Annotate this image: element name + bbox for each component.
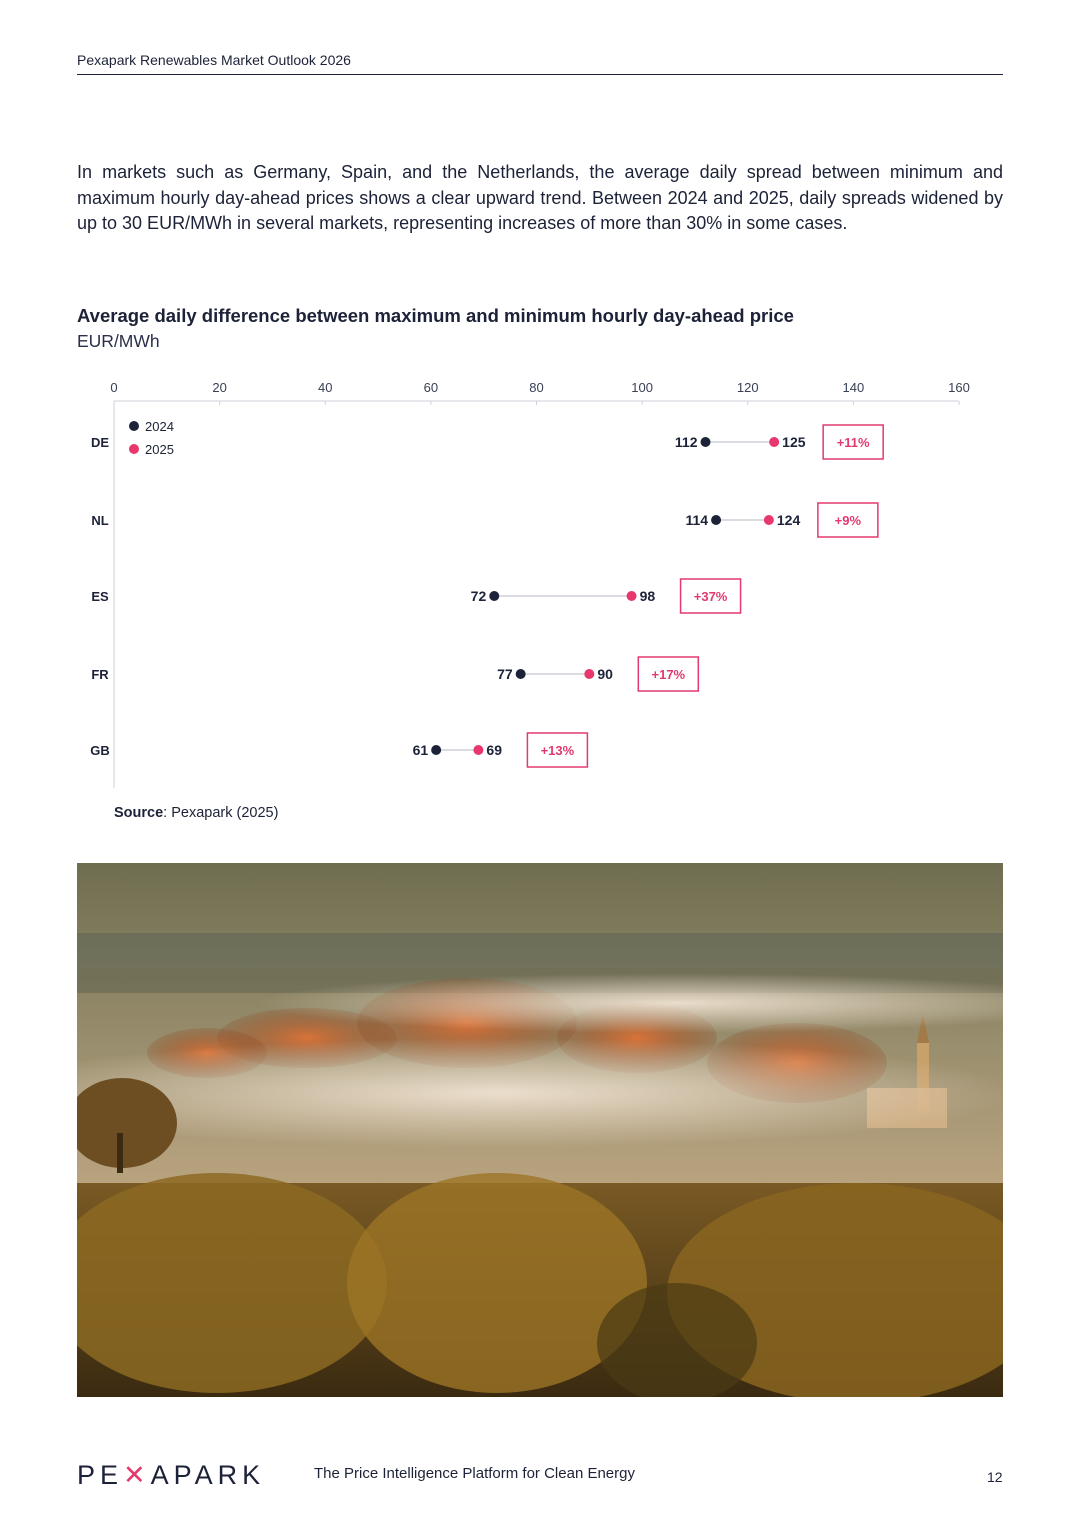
dumbbell-chart <box>0 370 1080 795</box>
value-label-2024: 77 <box>497 666 513 682</box>
x-tick-label: 80 <box>529 380 544 395</box>
vineyard-photo <box>77 863 1003 1397</box>
x-tick-label: 20 <box>212 380 227 395</box>
footer-tagline: The Price Intelligence Platform for Clean Energy <box>314 1465 635 1482</box>
change-label: +11% <box>836 435 870 450</box>
category-label: ES <box>91 589 109 604</box>
point-2025 <box>584 669 594 679</box>
category-label: GB <box>90 743 110 758</box>
x-tick-label: 160 <box>948 380 970 395</box>
source-text: : Pexapark (2025) <box>163 805 279 821</box>
value-label-2025: 90 <box>597 666 613 682</box>
point-2025 <box>769 437 779 447</box>
value-label-2024: 112 <box>674 434 698 450</box>
intro-paragraph: In markets such as Germany, Spain, and the Netherlands, the average daily spread between minimum and maximum hourly day-ahead prices shows a clear upward trend. Between 2024 and 2025, daily spreads widened by up to 30 EUR/MWh in several markets, representing increases of more than 30% in some cases. <box>77 162 1003 233</box>
value-label-2024: 72 <box>470 588 487 604</box>
legend-marker-2024 <box>129 421 139 431</box>
logo-mark-icon: ✕ <box>123 1460 151 1490</box>
running-header: Pexapark Renewables Market Outlook 2026 <box>77 52 1003 75</box>
point-2024 <box>516 669 526 679</box>
legend-label-2025: 2025 <box>145 442 174 457</box>
value-label-2025: 125 <box>782 434 806 450</box>
point-2025 <box>473 745 483 755</box>
x-tick-label: 40 <box>318 380 333 395</box>
x-tick-label: 0 <box>110 380 118 395</box>
x-tick-label: 120 <box>736 380 759 395</box>
change-label: +9% <box>834 513 862 528</box>
change-label: +13% <box>540 743 575 758</box>
legend-label-2024: 2024 <box>145 419 174 434</box>
point-2025 <box>627 591 637 601</box>
chart-title: Average daily difference between maximum and minimum hourly day-ahead price <box>77 305 794 326</box>
value-label-2025: 98 <box>639 588 656 604</box>
change-label: +17% <box>651 667 686 682</box>
change-label: +37% <box>693 589 728 604</box>
point-2025 <box>764 515 774 525</box>
chart-unit: EUR/MWh <box>77 331 160 351</box>
x-tick-label: 100 <box>631 380 653 395</box>
value-label-2024: 114 <box>685 512 709 528</box>
point-2024 <box>431 745 441 755</box>
x-tick-label: 60 <box>423 380 439 395</box>
source-label: Source <box>114 805 164 821</box>
page-number: 12 <box>987 1469 1003 1485</box>
x-tick-label: 140 <box>842 380 865 395</box>
point-2024 <box>489 591 499 601</box>
category-label: FR <box>91 667 109 682</box>
value-label-2025: 69 <box>486 742 502 758</box>
point-2024 <box>701 437 711 447</box>
pexapark-logo: PE✕APARK <box>77 1460 266 1490</box>
category-label: NL <box>91 513 109 528</box>
value-label-2024: 61 <box>412 742 429 758</box>
value-label-2025: 124 <box>776 512 801 528</box>
source-note <box>114 805 278 821</box>
point-2024 <box>711 515 721 525</box>
category-label: DE <box>90 435 110 450</box>
legend-marker-2025 <box>129 444 139 454</box>
